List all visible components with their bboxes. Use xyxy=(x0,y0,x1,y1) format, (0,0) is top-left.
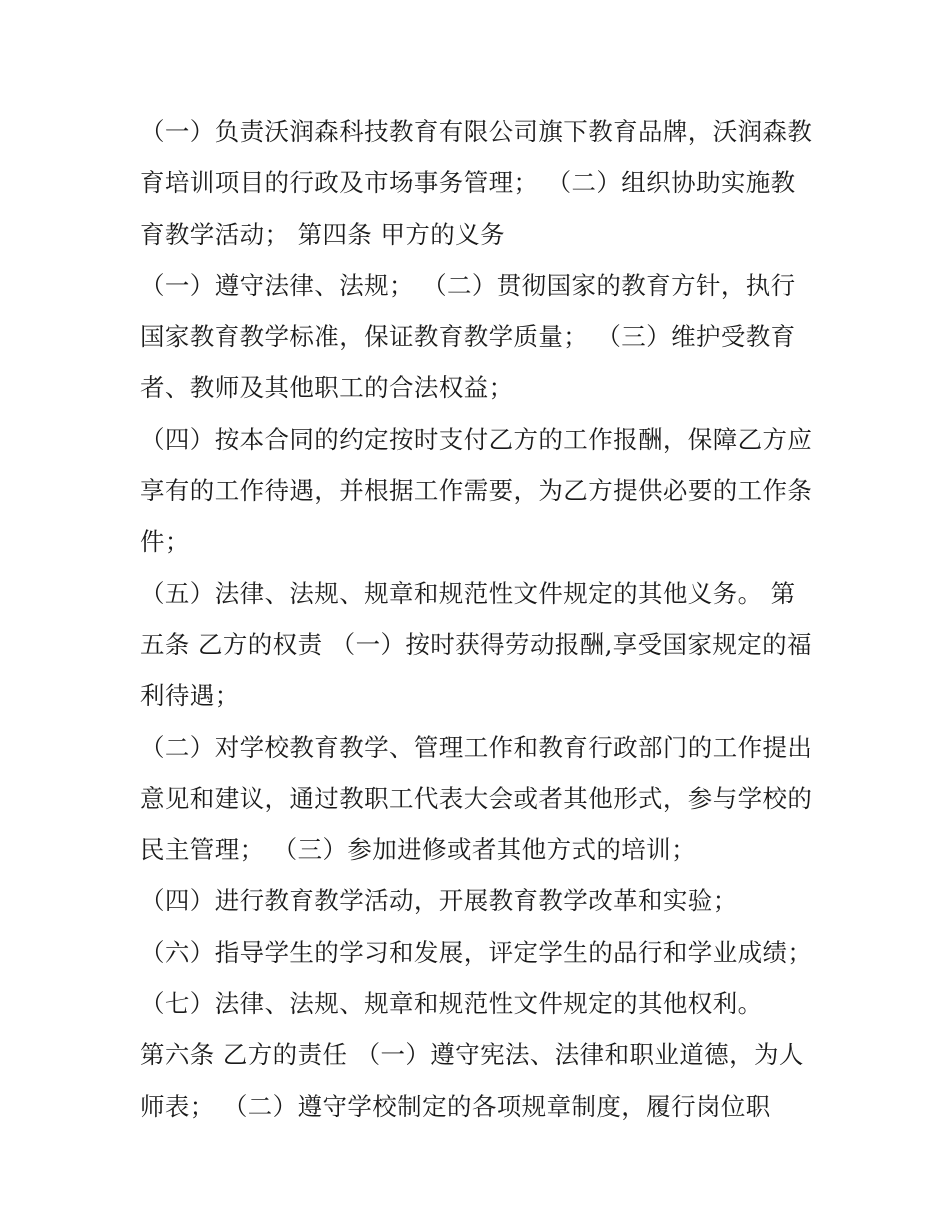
paragraph-4: （五）法律、法规、规章和规范性文件规定的其他义务。 第五条 乙方的权责 （一）按时获得劳动报酬,享受国家规定的福利待遇； xyxy=(140,578,812,711)
paragraph-9: 第六条 乙方的责任 （一）遵守宪法、法律和职业道德，为人师表； （二）遵守学校制定的各项规章制度，履行岗位职 xyxy=(140,1040,804,1121)
paragraph-1: （一）负责沃润森科技教育有限公司旗下教育品牌，沃润森教育培训项目的行政及市场事务管理； （二）组织协助实施教育教学活动； 第四条 甲方的义务 xyxy=(140,117,813,249)
paragraph-3: （四）按本合同的约定按时支付乙方的工作报酬，保障乙方应享有的工作待遇，并根据工作需要，为乙方提供必要的工作条件； xyxy=(140,424,813,557)
paragraph-5: （二）对学校教育教学、管理工作和教育行政部门的工作提出意见和建议，通过教职工代表大会或者其他形式，参与学校的民主管理； （三）参加进修或者其他方式的培训； xyxy=(140,732,813,865)
paragraph-7: （六）指导学生的学习和发展，评定学生的品行和学业成绩； xyxy=(140,937,813,967)
paragraph-8: （七）法律、法规、规章和规范性文件规定的其他权利。 xyxy=(140,989,763,1019)
paragraph-2: （一）遵守法律、法规； （二）贯彻国家的教育方针，执行国家教育教学标准，保证教育教学质量； （三）维护受教育者、教师及其他职工的合法权益； xyxy=(140,270,796,403)
paragraph-6: （四）进行教育教学活动，开展教育教学改革和实验； xyxy=(140,886,738,916)
document-body xyxy=(140,106,820,1132)
